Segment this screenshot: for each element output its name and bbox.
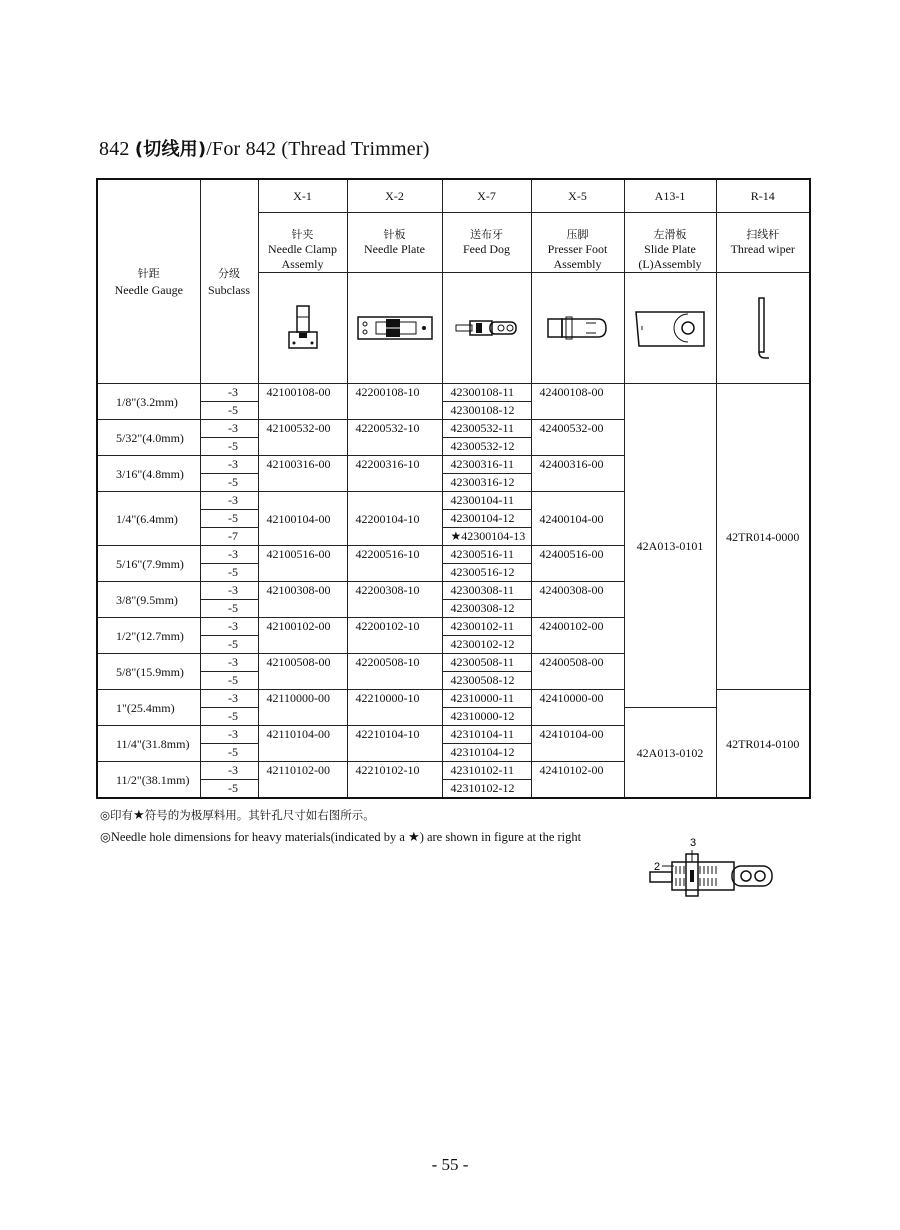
subclass-cell: -3 (200, 618, 258, 636)
needle-gauge-cell: 1/8"(3.2mm) (97, 384, 200, 420)
needle-plate-icon (347, 273, 442, 384)
presser-foot-cell: 42400316-00 (531, 456, 624, 492)
thread-wiper-cell: 42TR014-0000 (716, 384, 810, 690)
needle-clamp-cell: 42100508-00 (258, 654, 347, 690)
needle-gauge-cell: 11/2"(38.1mm) (97, 762, 200, 799)
notes (100, 804, 581, 848)
subclass-cell: -3 (200, 456, 258, 474)
feed-dog-cell: 42300104-12 (442, 510, 531, 528)
feed-dog-cell: 42300104-11 (442, 492, 531, 510)
needle-hole-figure (646, 834, 776, 905)
presser-foot-cell: 42400508-00 (531, 654, 624, 690)
header-gauge-cn: 针距 (137, 266, 160, 280)
needle-gauge-cell: 5/32"(4.0mm) (97, 420, 200, 456)
needle-plate-cell: 42200308-10 (347, 582, 442, 618)
needle-plate-cell: 42200516-10 (347, 546, 442, 582)
table-row (97, 384, 810, 402)
needle-gauge-cell: 3/8"(9.5mm) (97, 582, 200, 618)
needle-clamp-cell: 42100108-00 (258, 384, 347, 420)
needle-gauge-cell: 5/16"(7.9mm) (97, 546, 200, 582)
feed-dog-cell: 42310102-11 (442, 762, 531, 780)
presser-foot-cell: 42410104-00 (531, 726, 624, 762)
subclass-cell: -3 (200, 762, 258, 780)
feed-dog-cell: 42310102-12 (442, 780, 531, 799)
needle-clamp-cell: 42110104-00 (258, 726, 347, 762)
needle-gauge-cell: 1/4"(6.4mm) (97, 492, 200, 546)
presser-foot-cell: 42400516-00 (531, 546, 624, 582)
table-row (97, 708, 810, 726)
header-presser-foot: 压脚 Presser Foot Assembly (531, 213, 624, 273)
feed-dog-cell: 42300108-12 (442, 402, 531, 420)
presser-foot-cell: 42400102-00 (531, 618, 624, 654)
presser-foot-cell: 42400108-00 (531, 384, 624, 420)
presser-foot-icon (531, 273, 624, 384)
subclass-cell: -5 (200, 744, 258, 762)
subclass-cell: -5 (200, 510, 258, 528)
feed-dog-cell: 42300308-12 (442, 600, 531, 618)
subclass-cell: -5 (200, 672, 258, 690)
needle-plate-cell: 42200508-10 (347, 654, 442, 690)
header-thread-wiper: 扫线杆 Thread wiper (716, 213, 810, 273)
page-number: - 55 - (431, 1155, 469, 1174)
feed-dog-cell: 42300516-11 (442, 546, 531, 564)
header-needle-clamp: 针夹 Needle Clamp Assemly (258, 213, 347, 273)
code-a13-1: A13-1 (624, 179, 716, 213)
needle-clamp-cell: 42100316-00 (258, 456, 347, 492)
feed-dog-cell: 42300508-11 (442, 654, 531, 672)
subclass-cell: -5 (200, 708, 258, 726)
code-x7: X-7 (442, 179, 531, 213)
needle-clamp-cell: 42100104-00 (258, 492, 347, 546)
code-x2: X-2 (347, 179, 442, 213)
subclass-cell: -3 (200, 726, 258, 744)
feed-dog-cell: 42300532-11 (442, 420, 531, 438)
thread-wiper-icon (716, 273, 810, 384)
note-cn: ◎印有★符号的为极厚料用。其针孔尺寸如右图所示。 (100, 807, 375, 822)
needle-clamp-icon (258, 273, 347, 384)
feed-dog-cell: 42310104-12 (442, 744, 531, 762)
subclass-cell: -3 (200, 420, 258, 438)
code-x1: X-1 (258, 179, 347, 213)
feed-dog-cell: 42300316-12 (442, 474, 531, 492)
needle-plate-cell: 42200102-10 (347, 618, 442, 654)
needle-clamp-cell: 42100532-00 (258, 420, 347, 456)
subclass-cell: -5 (200, 780, 258, 799)
feed-dog-cell: 42300108-11 (442, 384, 531, 402)
slide-plate-icon (624, 273, 716, 384)
needle-gauge-cell: 11/4"(31.8mm) (97, 726, 200, 762)
subclass-cell: -5 (200, 474, 258, 492)
subclass-cell: -5 (200, 402, 258, 420)
feed-dog-cell: 42300102-11 (442, 618, 531, 636)
needle-clamp-cell: 42110102-00 (258, 762, 347, 799)
needle-gauge-cell: 1"(25.4mm) (97, 690, 200, 726)
needle-gauge-cell: 3/16"(4.8mm) (97, 456, 200, 492)
presser-foot-cell: 42400308-00 (531, 582, 624, 618)
needle-gauge-cell: 1/2"(12.7mm) (97, 618, 200, 654)
needle-clamp-cell: 42100308-00 (258, 582, 347, 618)
feed-dog-cell: 42300316-11 (442, 456, 531, 474)
feed-dog-cell: ★42300104-13 (442, 528, 531, 546)
header-subclass (200, 179, 258, 384)
subclass-cell: -5 (200, 564, 258, 582)
title-model: 842 (99, 138, 130, 160)
feed-dog-cell: 42310000-11 (442, 690, 531, 708)
subclass-cell: -3 (200, 690, 258, 708)
header-needle-gauge (97, 179, 200, 384)
parts-body (97, 384, 810, 799)
header-slide-plate: 左滑板 Slide Plate (L)Assembly (624, 213, 716, 273)
feed-dog-icon (442, 273, 531, 384)
subclass-cell: -5 (200, 636, 258, 654)
presser-foot-cell: 42400104-00 (531, 492, 624, 546)
slide-plate-cell: 42A013-0101 (624, 384, 716, 708)
subclass-cell: -3 (200, 654, 258, 672)
code-x5: X-5 (531, 179, 624, 213)
feed-dog-cell: 42300508-12 (442, 672, 531, 690)
feed-dog-cell: 42310104-11 (442, 726, 531, 744)
needle-plate-cell: 42210104-10 (347, 726, 442, 762)
needle-gauge-cell: 5/8"(15.9mm) (97, 654, 200, 690)
presser-foot-cell: 42400532-00 (531, 420, 624, 456)
header-feed-dog: 送布牙 Feed Dog (442, 213, 531, 273)
needle-plate-cell: 42200316-10 (347, 456, 442, 492)
title-cn: (切线用) (134, 139, 207, 160)
needle-plate-cell: 42210102-10 (347, 762, 442, 799)
presser-foot-cell: 42410102-00 (531, 762, 624, 799)
subclass-cell: -3 (200, 582, 258, 600)
feed-dog-cell: 42310000-12 (442, 708, 531, 726)
note-en: ◎Needle hole dimensions for heavy materials(indicated by a ★) are shown in figure at the right (100, 829, 582, 844)
header-code-row (97, 179, 810, 213)
subclass-cell: -3 (200, 384, 258, 402)
subclass-cell: -3 (200, 546, 258, 564)
needle-plate-cell: 42210000-10 (347, 690, 442, 726)
title-en: /For 842 (Thread Trimmer) (206, 138, 430, 160)
needle-plate-cell: 42200532-10 (347, 420, 442, 456)
needle-plate-cell: 42200104-10 (347, 492, 442, 546)
subclass-cell: -7 (200, 528, 258, 546)
header-gauge-en: Needle Gauge (114, 282, 183, 297)
subclass-cell: -3 (200, 492, 258, 510)
figure-label-top: 3 (690, 837, 697, 849)
header-needle-plate: 针板 Needle Plate (347, 213, 442, 273)
needle-clamp-cell: 42100102-00 (258, 618, 347, 654)
needle-plate-cell: 42200108-10 (347, 384, 442, 420)
page-title (99, 135, 430, 161)
feed-dog-cell: 42300308-11 (442, 582, 531, 600)
feed-dog-cell: 42300532-12 (442, 438, 531, 456)
thread-wiper-cell: 42TR014-0100 (716, 690, 810, 799)
header-subclass-en: Subclass (208, 282, 250, 297)
header-subclass-cn: 分级 (218, 266, 240, 280)
figure-label-left: 2 (654, 861, 661, 873)
needle-clamp-cell: 42110000-00 (258, 690, 347, 726)
feed-dog-cell: 42300516-12 (442, 564, 531, 582)
presser-foot-cell: 42410000-00 (531, 690, 624, 726)
feed-dog-cell: 42300102-12 (442, 636, 531, 654)
needle-clamp-cell: 42100516-00 (258, 546, 347, 582)
parts-table (96, 178, 811, 799)
code-r14: R-14 (716, 179, 810, 213)
subclass-cell: -5 (200, 600, 258, 618)
slide-plate-cell: 42A013-0102 (624, 708, 716, 799)
subclass-cell: -5 (200, 438, 258, 456)
